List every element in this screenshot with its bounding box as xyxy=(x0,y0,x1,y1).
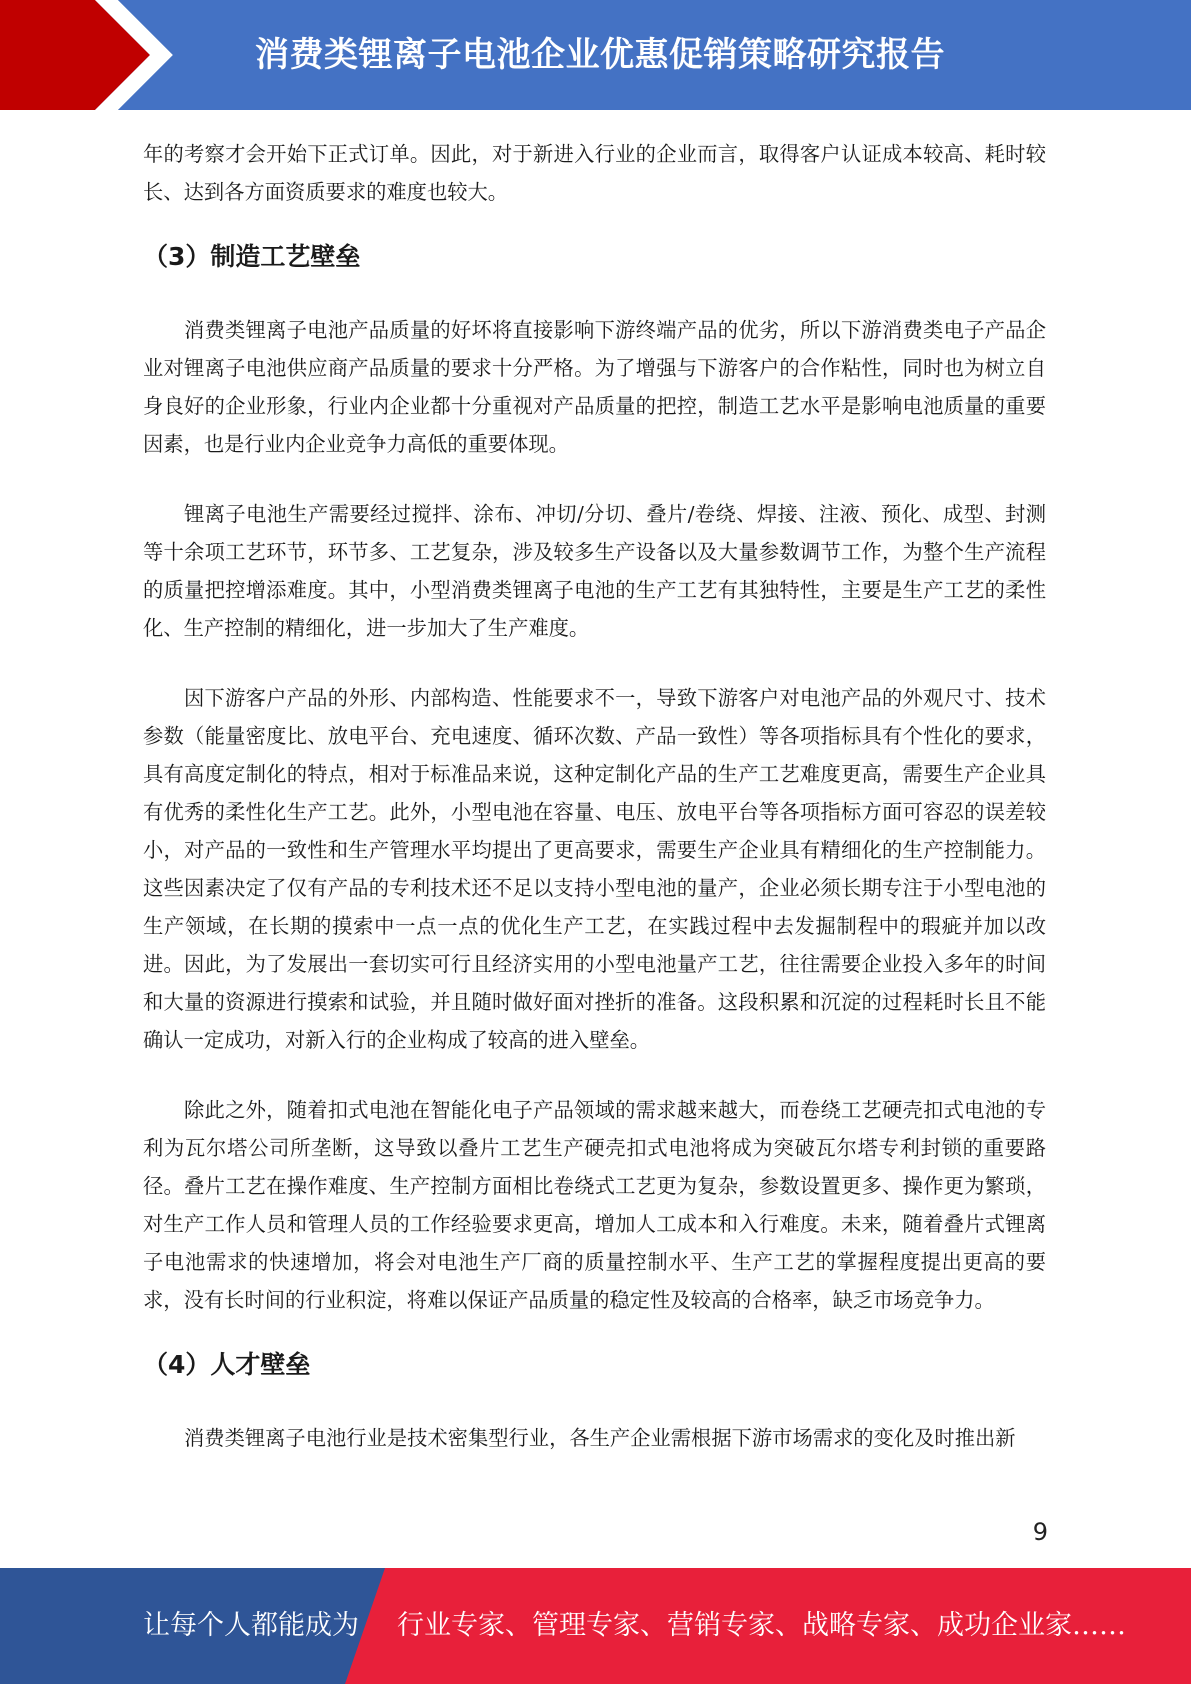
paragraph-intro: 年的考察才会开始下正式订单。因此，对于新进入行业的企业而言，取得客户认证成本较高、耗时较长、达到各方面资质要求的难度也较大。 xyxy=(143,142,1046,204)
paragraph: 因下游客户产品的外形、内部构造、性能要求不一，导致下游客户对电池产品的外观尺寸、技术参数（能量密度比、放电平台、充电速度、循环次数、产品一致性）等各项指标具有个性化的要求，具有高度定制化的特点，相对于标准品来说，这种定制化产品的生产工艺难度更高，需要生产企业具有优秀的柔性化生产工艺。此外，小型电池在容量、电压、放电平台等各项指标方面可容忍的误差较小，对产品的一致性和生产管理水平均提出了更高要求，需要生产企业具有精细化的生产控制能力。这些因素决定了仅有产品的专利技术还不足以支持小型电池的量产，企业必须长期专注于小型电池的生产领域，在长期的摸索中一点一点的优化生产工艺，在实践过程中去发掘制程中的瑕疵并加以改进。因此，为了发展出一套切实可行且经济实用的小型电池量产工艺，往往需要企业投入多年的时间和大量的资源进行摸索和试验，并且随时做好面对挫折的准备。这段积累和沉淀的过程耗时长且不能确认一定成功，对新入行的企业构成了较高的进入壁垒。 xyxy=(143,686,1046,1052)
section-heading-manufacturing-barrier: （3）制造工艺壁垒 xyxy=(143,242,361,271)
paragraph: 消费类锂离子电池产品质量的好坏将直接影响下游终端产品的优劣，所以下游消费类电子产品企业对锂离子电池供应商产品质量的要求十分严格。为了增强与下游客户的合作粘性，同时也为树立自身良好的企业形象，行业内企业都十分重视对产品质量的把控，制造工艺水平是影响电池质量的重要因素，也是行业内企业竞争力高低的重要体现。 xyxy=(143,318,1046,456)
page-number: 9 xyxy=(1032,1518,1048,1546)
section-heading-talent-barrier: （4）人才壁垒 xyxy=(143,1350,311,1379)
header-arrow-decoration xyxy=(0,0,180,110)
paragraph: 除此之外，随着扣式电池在智能化电子产品领域的需求越来越大，而卷绕工艺硬壳扣式电池的专利为瓦尔塔公司所垄断，这导致以叠片工艺生产硬壳扣式电池将成为突破瓦尔塔专利封锁的重要路径。叠片工艺在操作难度、生产控制方面相比卷绕式工艺更为复杂，参数设置更多、操作更为繁琐，对生产工作人员和管理人员的工作经验要求更高，增加人工成本和入行难度。未来，随着叠片式锂离子电池需求的快速增加，将会对电池生产厂商的质量控制水平、生产工艺的掌握程度提出更高的要求，没有长时间的行业积淀，将难以保证产品质量的稳定性及较高的合格率，缺乏市场竞争力。 xyxy=(143,1098,1046,1312)
report-title: 消费类锂离子电池企业优惠促销策略研究报告 xyxy=(255,35,945,75)
footer-slogan-left: 让每个人都能成为 xyxy=(143,1610,359,1641)
document-body xyxy=(143,135,1046,1457)
page-header xyxy=(0,0,1191,110)
paragraph: 消费类锂离子电池行业是技术密集型行业，各生产企业需根据下游市场需求的变化及时推出新 xyxy=(184,1426,1016,1450)
paragraph: 锂离子电池生产需要经过搅拌、涂布、冲切/分切、叠片/卷绕、焊接、注液、预化、成型、封测等十余项工艺环节，环节多、工艺复杂，涉及较多生产设备以及大量参数调节工作，为整个生产流程的质量把控增添难度。其中，小型消费类锂离子电池的生产工艺有其独特性，主要是生产工艺的柔性化、生产控制的精细化，进一步加大了生产难度。 xyxy=(143,502,1046,640)
footer-slogan-right: 行业专家、管理专家、营销专家、战略专家、成功企业家…… xyxy=(397,1610,1126,1641)
page-footer xyxy=(0,1568,1191,1684)
